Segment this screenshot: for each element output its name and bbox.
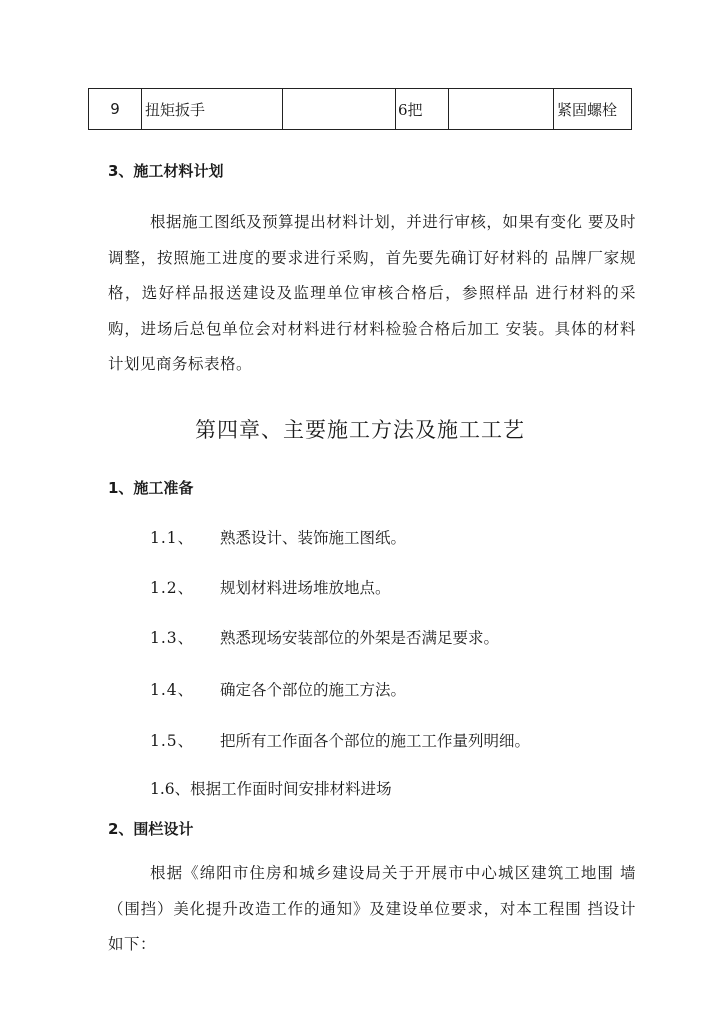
materials-paragraph: 根据施工图纸及预算提出材料计划，并进行审核，如果有变化 要及时调整，按照施工进度的要求进行采购，首先要先确订好材料的 品牌厂家规格，选好样品报送建设及监理单位审核合格后，参照样品 进行材料的采购，进场后总包单位会对材料进行材料检验合格后加工 安装。具体的材料计划见商务标表格。	[108, 213, 636, 373]
list-item-text: 熟悉设计、装饰施工图纸。	[220, 529, 407, 547]
list-item-text: 熟悉现场安装部位的外架是否满足要求。	[220, 629, 500, 647]
tool-spec-cell	[283, 89, 396, 130]
tool-quantity-cell: 6把	[396, 89, 449, 130]
list-item-text: 规划材料进场堆放地点。	[220, 579, 391, 597]
list-item-text: 确定各个部位的施工方法。	[220, 681, 407, 699]
section-heading-fence: 2、围栏设计	[108, 820, 194, 838]
list-item-number: 1.4、	[150, 681, 195, 699]
section-heading-materials: 3、施工材料计划	[108, 162, 224, 180]
list-item-number: 1.5、	[150, 732, 195, 750]
list-item-number: 1.3、	[150, 629, 195, 647]
tool-blank-cell	[449, 89, 554, 130]
list-item-last: 1.6、根据工作面时间安排材料进场	[150, 780, 392, 798]
section-heading-preparation: 1、施工准备	[108, 479, 194, 497]
chapter-title: 第四章、主要施工方法及施工工艺	[195, 418, 525, 442]
fence-paragraph: 根据《绵阳市住房和城乡建设局关于开展市中心城区建筑工地围 墙（围挡）美化提升改造工作的通知》及建设单位要求，对本工程围 挡设计如下：	[108, 864, 636, 953]
tool-name-cell: 扭矩扳手	[142, 89, 283, 130]
list-item-text: 把所有工作面各个部位的施工工作量列明细。	[220, 732, 531, 750]
list-item-number: 1.1、	[150, 529, 195, 547]
row-number-cell: 9	[89, 89, 142, 130]
tool-table	[88, 88, 632, 130]
tool-note-cell: 紧固螺栓	[554, 89, 632, 130]
list-item-number: 1.2、	[150, 579, 195, 597]
table-row	[89, 89, 632, 130]
